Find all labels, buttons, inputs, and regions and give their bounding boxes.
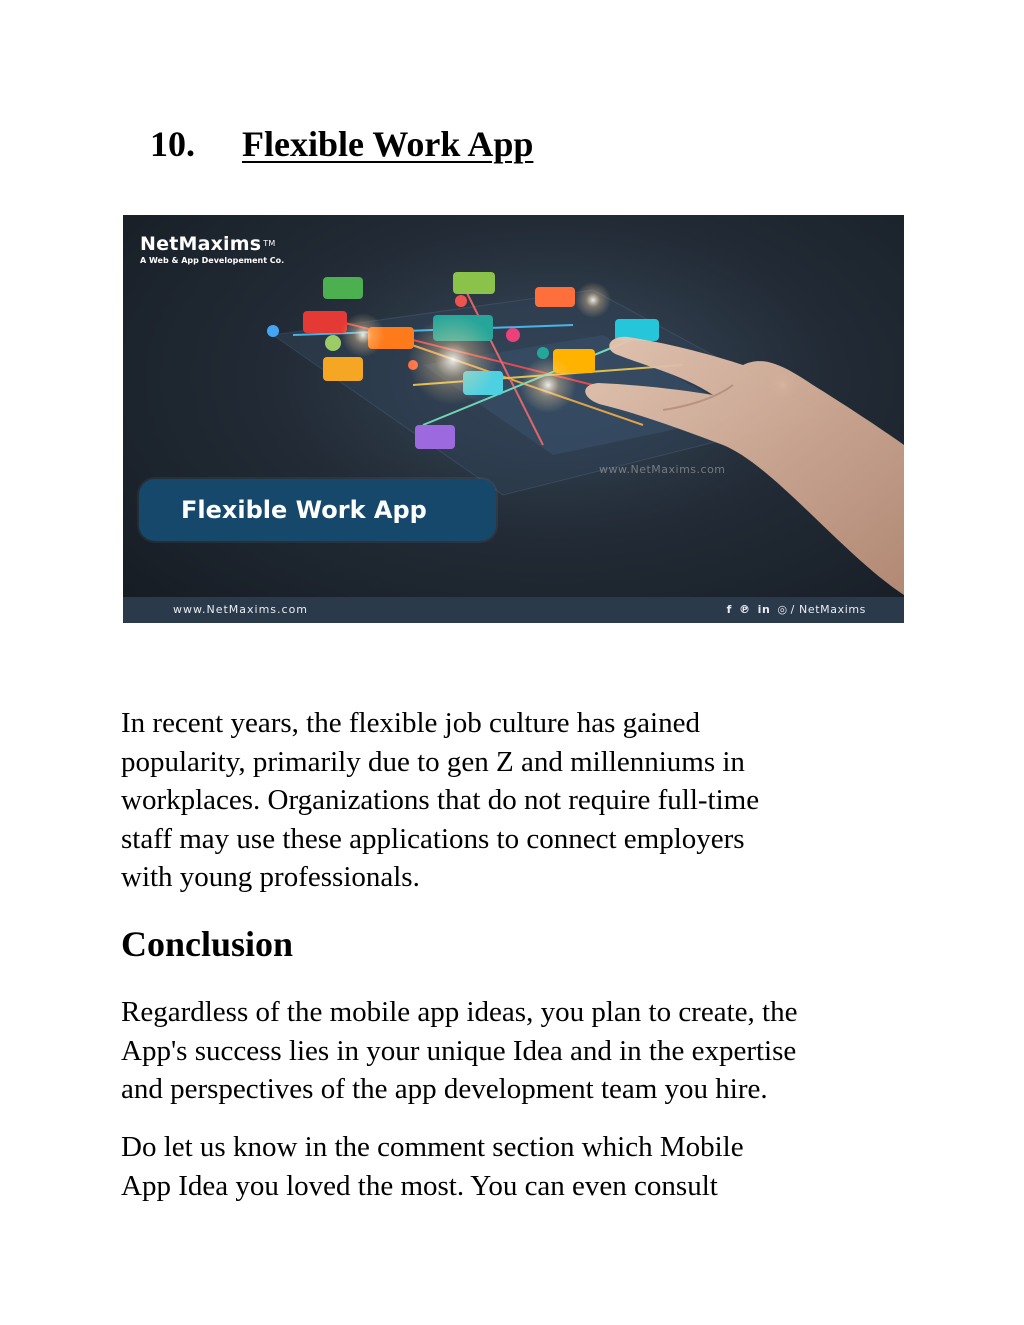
section-heading (150, 122, 533, 166)
brand-logo (140, 233, 284, 266)
text-line: popularity, primarily due to gen Z and millenniums in (121, 745, 745, 778)
section-number: 10. (150, 124, 195, 164)
text-line: App's success lies in your unique Idea and in the expertise (121, 1034, 797, 1067)
banner-footer (123, 597, 904, 623)
text-line: Do let us know in the comment section which Mobile (121, 1131, 744, 1163)
text-line: and perspectives of the app development team you hire. (121, 1073, 768, 1105)
footer-website: www.NetMaxims.com (173, 603, 309, 616)
text-line: App Idea you loved the most. You can even consult (121, 1169, 718, 1202)
text-line: workplaces. Organizations that do not require full-time (121, 784, 760, 816)
facebook-icon: f (726, 603, 733, 616)
footer-social (727, 597, 866, 623)
instagram-icon: ◎ (777, 603, 788, 616)
conclusion-paragraph (121, 993, 921, 1109)
pinterest-icon: ℗ (739, 603, 751, 616)
trademark-mark: TM (263, 239, 276, 248)
text-line: Regardless of the mobile app ideas, you plan to create, the (121, 996, 798, 1028)
image-watermark: www.NetMaxims.com (599, 463, 726, 476)
intro-paragraph (121, 704, 891, 897)
text-line: with young professionals. (121, 861, 420, 893)
banner-image (123, 215, 904, 623)
linkedin-icon: in (757, 603, 771, 616)
conclusion-heading: Conclusion (121, 924, 294, 964)
cta-paragraph (121, 1128, 891, 1205)
brand-name: NetMaxims (140, 233, 262, 255)
text-line: In recent years, the flexible job culture has gained (121, 707, 700, 739)
brand-tagline: A Web & App Developement Co. (140, 256, 285, 265)
social-handle: / NetMaxims (790, 603, 866, 616)
banner-title-pill: Flexible Work App (139, 479, 496, 541)
app-icons-illustration (123, 215, 904, 623)
text-line: staff may use these applications to connect employers (121, 822, 745, 855)
section-title: Flexible Work App (242, 124, 534, 164)
